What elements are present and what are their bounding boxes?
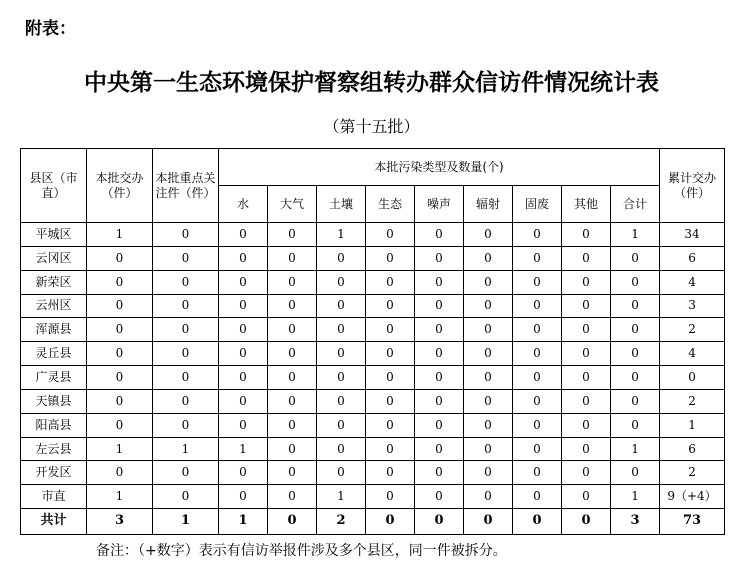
county-cell: 天镇县: [21, 389, 87, 413]
value-cell: 0: [464, 437, 513, 461]
value-cell: 0: [415, 318, 464, 342]
value-cell: 9（+4）: [660, 485, 725, 509]
value-cell: 0: [87, 294, 153, 318]
value-cell: 0: [268, 485, 317, 509]
value-cell: 0: [317, 246, 366, 270]
footnote: 备注：（+数字）表示有信访举报件涉及多个县区，同一件被拆分。: [96, 543, 507, 559]
value-cell: 0: [153, 366, 219, 390]
value-cell: 0: [464, 294, 513, 318]
value-cell: 0: [268, 294, 317, 318]
total-value-cell: 1: [153, 509, 219, 535]
value-cell: 0: [87, 461, 153, 485]
value-cell: 0: [268, 437, 317, 461]
value-cell: 0: [219, 342, 268, 366]
value-cell: 0: [219, 485, 268, 509]
batch-label: （第十五批）: [323, 117, 420, 136]
value-cell: 0: [513, 389, 562, 413]
value-cell: 0: [415, 270, 464, 294]
value-cell: 0: [153, 318, 219, 342]
value-cell: 0: [611, 294, 660, 318]
value-cell: 0: [562, 485, 611, 509]
total-label: 共计: [21, 509, 87, 535]
value-cell: 0: [153, 485, 219, 509]
value-cell: 0: [317, 461, 366, 485]
table-row: [21, 437, 725, 461]
header-pollution-type: 土壤: [317, 186, 366, 223]
value-cell: 0: [317, 270, 366, 294]
table-row: [21, 413, 725, 437]
header-pollution-type: 合计: [611, 186, 660, 223]
value-cell: 0: [366, 246, 415, 270]
value-cell: 0: [513, 270, 562, 294]
table-row: [21, 389, 725, 413]
table-row: [21, 270, 725, 294]
value-cell: 0: [464, 485, 513, 509]
table-row: [21, 342, 725, 366]
county-cell: 平城区: [21, 223, 87, 247]
header-pollution-type: 其他: [562, 186, 611, 223]
value-cell: 0: [268, 270, 317, 294]
value-cell: 0: [513, 485, 562, 509]
table-row: [21, 294, 725, 318]
value-cell: 0: [562, 270, 611, 294]
county-cell: 新荣区: [21, 270, 87, 294]
value-cell: 0: [317, 366, 366, 390]
value-cell: 0: [513, 413, 562, 437]
value-cell: 1: [317, 485, 366, 509]
county-cell: 左云县: [21, 437, 87, 461]
header-pollution-type: 噪声: [415, 186, 464, 223]
value-cell: 1: [611, 437, 660, 461]
value-cell: 0: [464, 342, 513, 366]
total-value-cell: 3: [87, 509, 153, 535]
value-cell: 0: [317, 294, 366, 318]
value-cell: 1: [219, 437, 268, 461]
value-cell: 0: [562, 246, 611, 270]
header-pollution-type: 大气: [268, 186, 317, 223]
value-cell: 0: [268, 461, 317, 485]
value-cell: 0: [366, 342, 415, 366]
value-cell: 0: [219, 294, 268, 318]
value-cell: 0: [153, 461, 219, 485]
county-cell: 开发区: [21, 461, 87, 485]
county-cell: 市直: [21, 485, 87, 509]
value-cell: 0: [415, 461, 464, 485]
value-cell: 0: [415, 366, 464, 390]
value-cell: 0: [317, 437, 366, 461]
header-batch-count: 本批交办（件）: [87, 149, 153, 223]
value-cell: 0: [87, 389, 153, 413]
value-cell: 0: [415, 413, 464, 437]
value-cell: 0: [87, 342, 153, 366]
value-cell: 0: [562, 413, 611, 437]
value-cell: 0: [153, 413, 219, 437]
total-value-cell: 0: [366, 509, 415, 535]
value-cell: 0: [366, 413, 415, 437]
value-cell: 0: [415, 223, 464, 247]
value-cell: 0: [562, 461, 611, 485]
page-title: 中央第一生态环境保护督察组转办群众信访件情况统计表: [84, 70, 659, 96]
county-cell: 云州区: [21, 294, 87, 318]
value-cell: 1: [87, 485, 153, 509]
value-cell: 0: [611, 342, 660, 366]
value-cell: 0: [87, 270, 153, 294]
value-cell: 2: [660, 389, 725, 413]
value-cell: 0: [513, 461, 562, 485]
value-cell: 0: [153, 223, 219, 247]
county-cell: 灵丘县: [21, 342, 87, 366]
value-cell: 0: [153, 294, 219, 318]
header-pollution-type: 辐射: [464, 186, 513, 223]
value-cell: 0: [366, 223, 415, 247]
value-cell: 0: [219, 270, 268, 294]
value-cell: 1: [611, 485, 660, 509]
header-pollution-type: 固废: [513, 186, 562, 223]
value-cell: 2: [660, 318, 725, 342]
value-cell: 0: [219, 246, 268, 270]
value-cell: 0: [562, 437, 611, 461]
total-value-cell: 0: [464, 509, 513, 535]
value-cell: 0: [611, 413, 660, 437]
value-cell: 0: [464, 366, 513, 390]
header-cumulative: 累计交办（件）: [660, 149, 725, 223]
value-cell: 0: [317, 413, 366, 437]
value-cell: 0: [513, 246, 562, 270]
value-cell: 0: [87, 413, 153, 437]
value-cell: 0: [513, 318, 562, 342]
value-cell: 0: [415, 437, 464, 461]
table-row: [21, 485, 725, 509]
value-cell: 0: [611, 461, 660, 485]
value-cell: 0: [415, 246, 464, 270]
value-cell: 0: [562, 294, 611, 318]
total-value-cell: 2: [317, 509, 366, 535]
header-key-count: 本批重点关注件（件）: [153, 149, 219, 223]
value-cell: 0: [611, 318, 660, 342]
value-cell: 0: [562, 389, 611, 413]
value-cell: 0: [317, 318, 366, 342]
value-cell: 4: [660, 342, 725, 366]
total-value-cell: 73: [660, 509, 725, 535]
header-pollution-type: 生态: [366, 186, 415, 223]
value-cell: 0: [366, 389, 415, 413]
county-cell: 阳高县: [21, 413, 87, 437]
value-cell: 0: [415, 389, 464, 413]
value-cell: 0: [268, 246, 317, 270]
value-cell: 0: [87, 318, 153, 342]
total-value-cell: 0: [415, 509, 464, 535]
total-value-cell: 0: [562, 509, 611, 535]
header-pollution-group: 本批污染类型及数量(个): [219, 149, 660, 186]
total-value-cell: 0: [268, 509, 317, 535]
value-cell: 0: [464, 318, 513, 342]
value-cell: 0: [366, 294, 415, 318]
value-cell: 1: [611, 223, 660, 247]
value-cell: 0: [513, 437, 562, 461]
value-cell: 1: [317, 223, 366, 247]
value-cell: 0: [611, 389, 660, 413]
value-cell: 0: [366, 461, 415, 485]
value-cell: 0: [153, 246, 219, 270]
value-cell: 0: [153, 389, 219, 413]
value-cell: 1: [87, 437, 153, 461]
value-cell: 0: [219, 223, 268, 247]
value-cell: 34: [660, 223, 725, 247]
value-cell: 0: [562, 366, 611, 390]
value-cell: 0: [464, 223, 513, 247]
value-cell: 1: [87, 223, 153, 247]
value-cell: 0: [611, 246, 660, 270]
total-value-cell: 1: [219, 509, 268, 535]
value-cell: 0: [268, 413, 317, 437]
value-cell: 0: [513, 223, 562, 247]
value-cell: 0: [366, 366, 415, 390]
attachment-label: 附表：: [25, 19, 76, 39]
value-cell: 0: [219, 389, 268, 413]
statistics-table: [20, 148, 725, 535]
value-cell: 0: [317, 342, 366, 366]
value-cell: 0: [562, 223, 611, 247]
value-cell: 0: [219, 413, 268, 437]
value-cell: 0: [464, 389, 513, 413]
value-cell: 0: [268, 342, 317, 366]
value-cell: 0: [268, 318, 317, 342]
value-cell: 0: [268, 366, 317, 390]
value-cell: 0: [366, 318, 415, 342]
value-cell: 0: [611, 366, 660, 390]
value-cell: 0: [415, 342, 464, 366]
value-cell: 0: [611, 270, 660, 294]
value-cell: 1: [153, 437, 219, 461]
table-row: [21, 461, 725, 485]
value-cell: 0: [268, 223, 317, 247]
table-row: [21, 366, 725, 390]
header-pollution-type: 水: [219, 186, 268, 223]
value-cell: 1: [660, 413, 725, 437]
total-value-cell: 0: [513, 509, 562, 535]
value-cell: 0: [415, 294, 464, 318]
county-cell: 云冈区: [21, 246, 87, 270]
value-cell: 0: [317, 389, 366, 413]
value-cell: 0: [366, 437, 415, 461]
table-row: [21, 246, 725, 270]
value-cell: 2: [660, 461, 725, 485]
value-cell: 4: [660, 270, 725, 294]
value-cell: 0: [562, 318, 611, 342]
value-cell: 0: [660, 366, 725, 390]
value-cell: 0: [464, 270, 513, 294]
value-cell: 0: [513, 294, 562, 318]
table-row: [21, 223, 725, 247]
value-cell: 0: [153, 342, 219, 366]
value-cell: 0: [513, 366, 562, 390]
county-cell: 广灵县: [21, 366, 87, 390]
value-cell: 0: [562, 342, 611, 366]
value-cell: 0: [415, 485, 464, 509]
value-cell: 0: [464, 413, 513, 437]
county-cell: 浑源县: [21, 318, 87, 342]
value-cell: 0: [464, 246, 513, 270]
value-cell: 3: [660, 294, 725, 318]
value-cell: 0: [366, 270, 415, 294]
value-cell: 0: [464, 461, 513, 485]
header-county: 县区（市直）: [21, 149, 87, 223]
table-row: [21, 318, 725, 342]
total-row: [21, 509, 725, 535]
value-cell: 6: [660, 437, 725, 461]
value-cell: 0: [366, 485, 415, 509]
value-cell: 0: [268, 389, 317, 413]
value-cell: 0: [219, 461, 268, 485]
value-cell: 0: [87, 366, 153, 390]
value-cell: 0: [219, 366, 268, 390]
value-cell: 0: [513, 342, 562, 366]
value-cell: 0: [153, 270, 219, 294]
value-cell: 0: [219, 318, 268, 342]
total-value-cell: 3: [611, 509, 660, 535]
value-cell: 0: [87, 246, 153, 270]
value-cell: 6: [660, 246, 725, 270]
